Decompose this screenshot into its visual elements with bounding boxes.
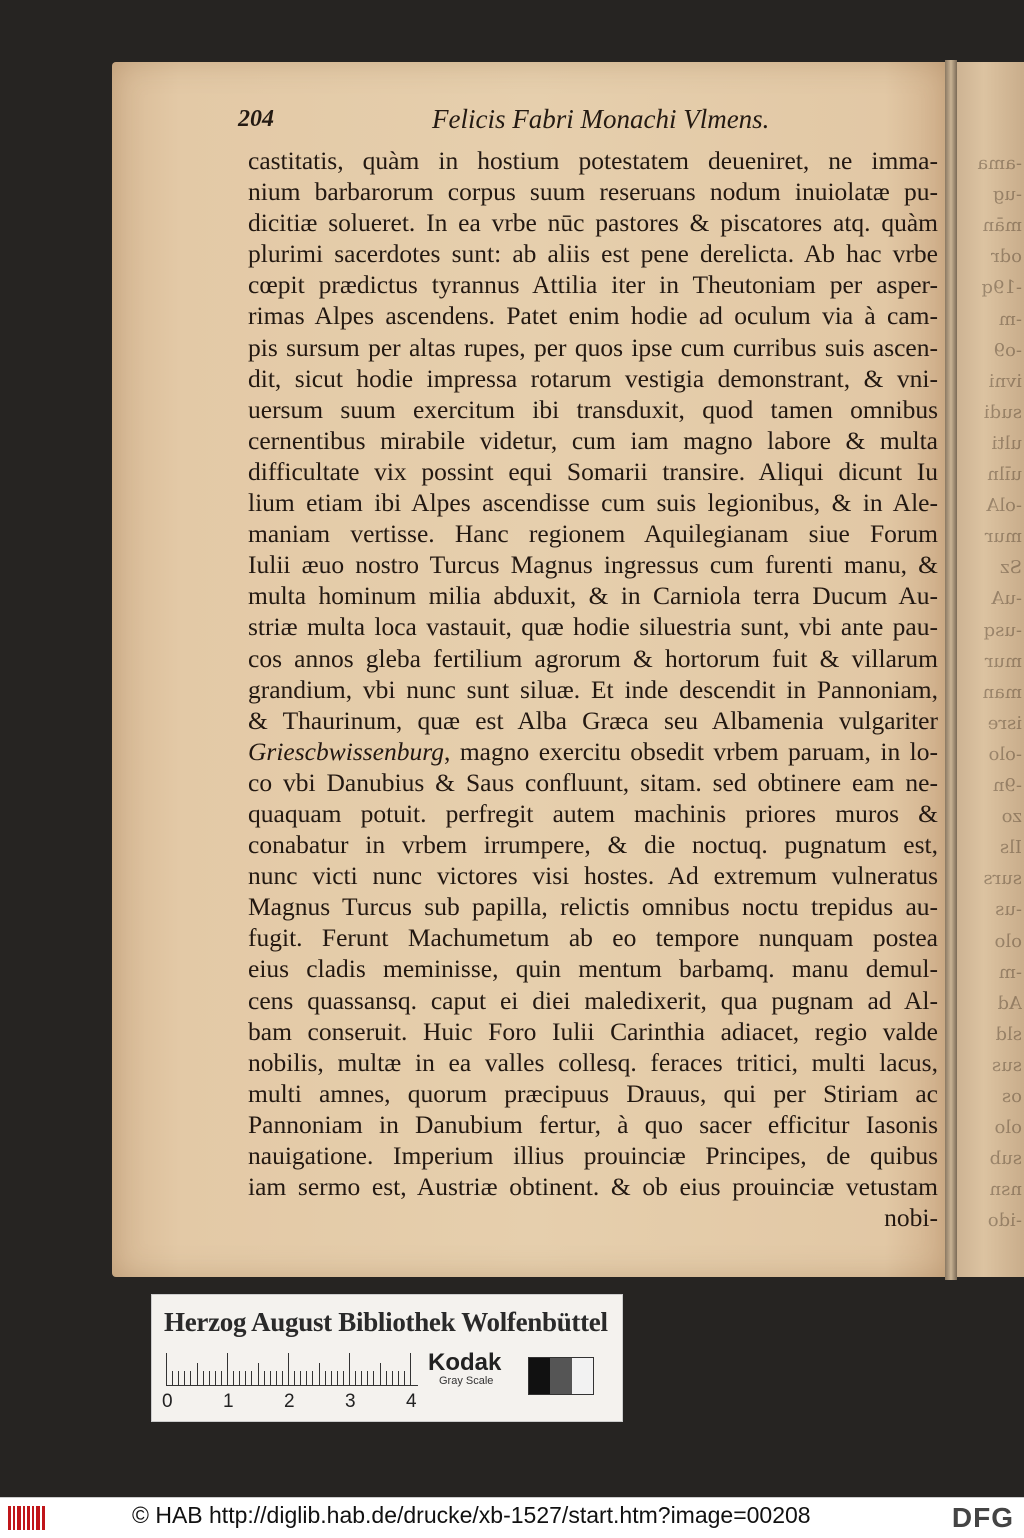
text-line: multi amnes, quorum præcipuus Drauus, qui per Stiriam ac (248, 1078, 938, 1108)
ruler-tick (282, 1371, 283, 1385)
text-line: bam conseruit. Huic Foro Iulii Carinthia adiacet, regio valde (248, 1016, 938, 1046)
ruler-tick (367, 1371, 368, 1385)
kodak-subtitle: Gray Scale (439, 1375, 494, 1387)
text-line: nobi- (884, 1203, 938, 1233)
facing-page-fragment: -ug (992, 184, 1022, 206)
scale-number: 3 (345, 1391, 356, 1412)
ruler-tick (331, 1371, 332, 1385)
ruler-tick (300, 1371, 301, 1385)
text-line: nunc victi nunc victores visi hostes. Ad extremum vulneratus (248, 861, 938, 891)
scale-number: 0 (162, 1391, 173, 1412)
text-line: quaquam potuit. perfregit autem machinis priores muros & (248, 798, 938, 828)
footer-bar (0, 1497, 1024, 1538)
ruler-tick (215, 1371, 216, 1385)
ruler-tick (355, 1371, 356, 1385)
ruler-tick (398, 1371, 399, 1385)
facing-page-fragment: -m (998, 961, 1022, 983)
ruler-tick (233, 1371, 234, 1385)
ruler-tick (288, 1353, 289, 1385)
ruler-tick (380, 1363, 381, 1385)
facing-page-fragment: Ad (997, 992, 1022, 1014)
facing-page (957, 62, 1024, 1277)
ruler-tick (184, 1371, 185, 1385)
text-line: nauigatione. Imperium illius prouinciæ Principes, de quibus (248, 1141, 938, 1170)
ruler-tick (404, 1371, 405, 1385)
text-line: iam sermo est, Austriæ obtinent. & ob eius prouinciæ vetustam (248, 1172, 938, 1202)
copyright-link[interactable]: © HAB http://diglib.hab.de/drucke/xb-1527/start.htm?image=00208 (132, 1502, 811, 1528)
facing-page-fragment: man (982, 681, 1022, 703)
text-line: cos annos gleba fertilium agrorum & hortorum fuit & villarum (248, 643, 938, 673)
text-line: maniam vertisse. Hanc regionem Aquilegianam siue Forum (248, 519, 938, 549)
ruler-tick (239, 1371, 240, 1385)
facing-page-fragment: mur (984, 650, 1022, 672)
kodak-logo: Kodak (428, 1349, 502, 1376)
facing-page-fragment: uīln (987, 464, 1022, 485)
facing-page-fragment: ulti (991, 432, 1022, 454)
text-line: nium barbarorum corpus suum reseruans nodum inuiolatæ pu- (248, 177, 938, 207)
facing-page-fragment: -ama (977, 153, 1022, 174)
scale-number: 2 (284, 1391, 295, 1412)
facing-page-fragment: isre (987, 712, 1022, 734)
facing-page-fragment: -19q (981, 277, 1022, 299)
body-text (248, 145, 938, 1233)
facing-page-fragment: nsn (989, 1179, 1022, 1201)
ruler-tick (325, 1371, 326, 1385)
reference-card (151, 1294, 623, 1422)
ruler-tick (251, 1371, 252, 1385)
page-gutter (945, 60, 957, 1280)
ruler-tick (410, 1353, 411, 1385)
ruler-tick (197, 1363, 198, 1385)
ruler-tick (245, 1371, 246, 1385)
text-line: Griescbwissenburg, magno exercitu obsedit vrbem paruam, in lo- (248, 736, 938, 766)
ruler-tick (264, 1371, 265, 1385)
ruler-tick (227, 1353, 228, 1385)
facing-page-fragment: Sz (1000, 557, 1022, 579)
ruler-tick (319, 1363, 320, 1385)
facing-page-fragment: -olA (986, 495, 1022, 517)
ruler-tick (392, 1371, 393, 1385)
facing-page-fragment: sudi (983, 401, 1022, 423)
facing-page-fragment: os (1001, 1086, 1022, 1107)
ruler-tick (209, 1371, 210, 1385)
ruler-tick (343, 1371, 344, 1385)
ruler-tick (190, 1371, 191, 1385)
scale-number: 1 (223, 1391, 234, 1412)
hab-logo-icon (8, 1506, 46, 1530)
text-line: cernentibus mirabile videtur, cum iam magno labore & multa (248, 425, 938, 455)
text-line: co vbi Danubius & Saus confluunt, sitam. sed obtinere eam ne- (248, 767, 938, 797)
facing-page-fragment: ivni (988, 370, 1022, 392)
text-line: cens quassansq. caput ei diei maledixerit, qua pugnam ad Al- (248, 985, 938, 1015)
facing-page-fragment: sub (989, 1148, 1022, 1170)
text-line: Iulii æuo nostro Turcus Magnus ingressus cum furenti manu, & (248, 550, 938, 580)
scale-ruler (166, 1351, 418, 1386)
text-line: dit, sicut hodie impressa rotarum vestigia demonstrant, & vni- (248, 363, 938, 393)
facing-page-fragment: odr (991, 246, 1022, 268)
facing-page-fragment: mur (984, 526, 1022, 548)
ruler-tick (361, 1371, 362, 1385)
facing-page-fragment: olo (994, 930, 1022, 952)
text-line: rimas Alpes ascendens. Patet enim hodie ad oculum via à cam- (248, 301, 938, 331)
ruler-tick (221, 1371, 222, 1385)
facing-page-fragment: -usq (983, 619, 1022, 641)
text-line: pis sursum per altas rupes, per quos ipse cum curribus suis ascen- (248, 332, 938, 362)
institution-name: Herzog August Bibliothek Wolfenbüttel (164, 1307, 608, 1337)
dfg-logo: DFG (951, 1502, 1014, 1533)
text-line: plurimi sacerdotes sunt: ab aliis est pene derelicta. Ab hac vrbe (248, 239, 938, 269)
ruler-tick (276, 1371, 277, 1385)
ruler-tick (270, 1371, 271, 1385)
ruler-tick (386, 1371, 387, 1385)
text-line: lium etiam ibi Alpes ascendisse cum suis legionibus, & in Ale- (248, 488, 938, 518)
facing-page-fragment: sld (995, 1023, 1022, 1045)
text-line: difficultate vix possint equi Somarii transire. Aliqui dicunt Iu (248, 456, 938, 486)
ruler-tick (258, 1363, 259, 1385)
text-line: Pannoniam in Danubium fertur, à quo sacer efficitur Iasonis (248, 1109, 938, 1139)
facing-page-fragment: -o9 (993, 339, 1022, 361)
facing-page-fragment: surs (983, 868, 1022, 890)
text-line: nobilis, multæ in ea valles collesq. feraces tritici, multi lacus, (248, 1047, 938, 1077)
facing-page-fragment: -m (998, 308, 1022, 330)
facing-page-fragment: Ils (999, 837, 1022, 859)
facing-page-fragment: -ido (987, 1210, 1022, 1232)
text-line: fugit. Ferunt Machumetum ab eo tempore nunquam postea (248, 923, 938, 953)
facing-page-fragment: mān (982, 215, 1022, 237)
ruler-tick (294, 1371, 295, 1385)
running-title: Felicis Fabri Monachi Vlmens. (432, 104, 770, 134)
scale-number: 4 (406, 1391, 417, 1412)
facing-page-fragment: -olo (988, 743, 1022, 765)
text-line: uersum suum exercitum ibi transduxit, quod tamen omnibus (248, 394, 938, 424)
ruler-tick (349, 1353, 350, 1385)
gray-scale-swatch (528, 1357, 594, 1395)
facing-page-fragment: -us (995, 899, 1022, 921)
ruler-tick (337, 1371, 338, 1385)
folio-number: 204 (238, 106, 274, 132)
text-line: Magnus Turcus sub papilla, relictis omnibus noctu trepidus au- (248, 892, 938, 922)
text-line: & Thaurinum, quæ est Alba Græca seu Albamenia vulgariter (248, 705, 938, 735)
facing-page-fragment: -uA (991, 588, 1022, 610)
text-line: dicitiæ solueret. In ea vrbe nūc pastores & piscatores atq. quàm (248, 208, 938, 238)
facing-page-fragment: -9n (992, 775, 1022, 796)
ruler-tick (312, 1371, 313, 1385)
ruler-tick (178, 1371, 179, 1385)
facing-page-fragment: olo (994, 1117, 1022, 1139)
text-line: castitatis, quàm in hostium potestatem deueniret, ne imma- (248, 146, 938, 175)
ruler-tick (166, 1353, 167, 1385)
text-line: conabatur in vrbem irrumpere, & die noctuq. pugnatum est, (248, 830, 938, 860)
text-line: striæ multa loca vastauit, quæ hodie siluestria sunt, vbi ante pau- (248, 612, 938, 642)
text-line: grandium, vbi nunc sunt siluæ. Et inde descendit in Pannoniam, (248, 674, 938, 704)
text-line: eius cladis meminisse, quin mentum barbamq. manu demul- (248, 954, 938, 984)
facing-page-fragment: zo (1001, 806, 1022, 828)
facing-page-fragment: sus (991, 1054, 1022, 1076)
ruler-tick (172, 1371, 173, 1385)
text-line: cœpit prædictus tyrannus Attilia iter in Theutoniam per asper- (248, 270, 938, 300)
text-line: multa hominum milia abduxit, & in Carniola terra Ducum Au- (248, 581, 938, 611)
ruler-tick (373, 1371, 374, 1385)
ruler-tick (306, 1371, 307, 1385)
ruler-tick (203, 1371, 204, 1385)
